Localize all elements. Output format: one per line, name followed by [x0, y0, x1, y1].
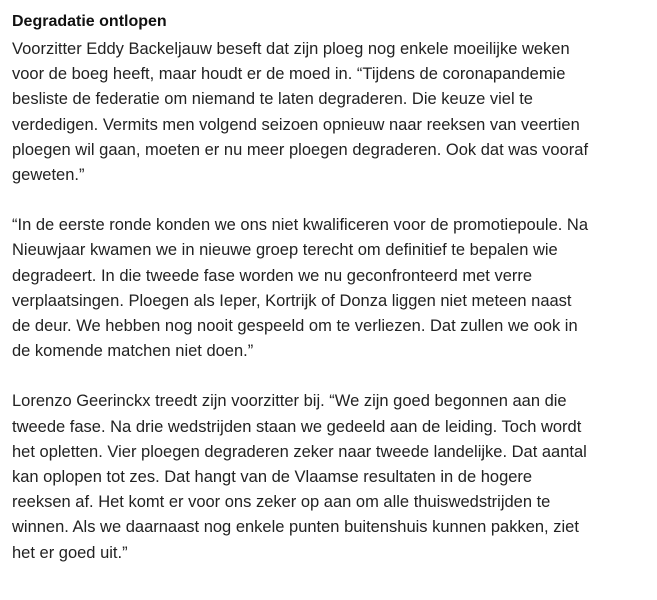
paragraph-line: reeksen af. Het komt er voor ons zeker op aan om alle thuiswedstrijden te [12, 493, 551, 512]
section-heading: Degradatie ontlopen [12, 13, 167, 30]
paragraph-line: winnen. Als we daarnaast nog enkele punten buitenshuis kunnen pakken, ziet [12, 518, 579, 537]
paragraph-line: Nieuwjaar kwamen we in nieuwe groep terecht om definitief te bepalen wie [12, 241, 558, 260]
paragraph-line: besliste de federatie om niemand te laten degraderen. Die keuze viel te [12, 90, 533, 109]
paragraph-spacer [12, 188, 652, 213]
paragraph-spacer [12, 364, 652, 389]
paragraph-line: verdedigen. Vermits men volgend seizoen opnieuw naar reeksen van veertien [12, 115, 580, 134]
paragraph-1 [12, 37, 652, 188]
paragraph-2 [12, 213, 652, 364]
paragraph-line: Voorzitter Eddy Backeljauw beseft dat zijn ploeg nog enkele moeilijke weken [12, 40, 570, 58]
paragraph-line: Lorenzo Geerinckx treedt zijn voorzitter bij. “We zijn goed begonnen aan die [12, 392, 567, 411]
paragraph-line: degradeert. In die tweede fase worden we nu geconfronteerd met verre [12, 266, 533, 285]
article-body [12, 11, 652, 566]
paragraph-line: tweede fase. Na drie wedstrijden staan we gedeeld aan de leiding. Toch wordt [12, 417, 582, 436]
paragraph-line: de komende matchen niet doen.” [12, 342, 254, 361]
paragraph-line: ploegen wil gaan, moeten er nu meer ploegen degraderen. Ook dat was vooraf [12, 140, 589, 159]
paragraph-line: het er goed uit.” [12, 543, 128, 562]
paragraph-line: het opletten. Vier ploegen degraderen zeker naar tweede landelijke. Dat aantal [12, 442, 587, 461]
paragraph-line: kan oplopen tot zes. Dat hangt van de Vlaamse resultaten in de hogere [12, 468, 533, 487]
paragraph-line: de deur. We hebben nog nooit gespeeld om te verliezen. Dat zullen we ook in [12, 317, 578, 336]
paragraph-line: “In de eerste ronde konden we ons niet kwalificeren voor de promotiepoule. Na [12, 216, 589, 235]
paragraph-line: voor de boeg heeft, maar houdt er de moed in. “Tijdens de coronapandemie [12, 65, 566, 84]
paragraph-3 [12, 389, 652, 565]
paragraph-line: geweten.” [12, 166, 85, 185]
paragraph-line: verplaatsingen. Ploegen als Ieper, Kortrijk of Donza liggen niet meteen naast [12, 291, 572, 310]
